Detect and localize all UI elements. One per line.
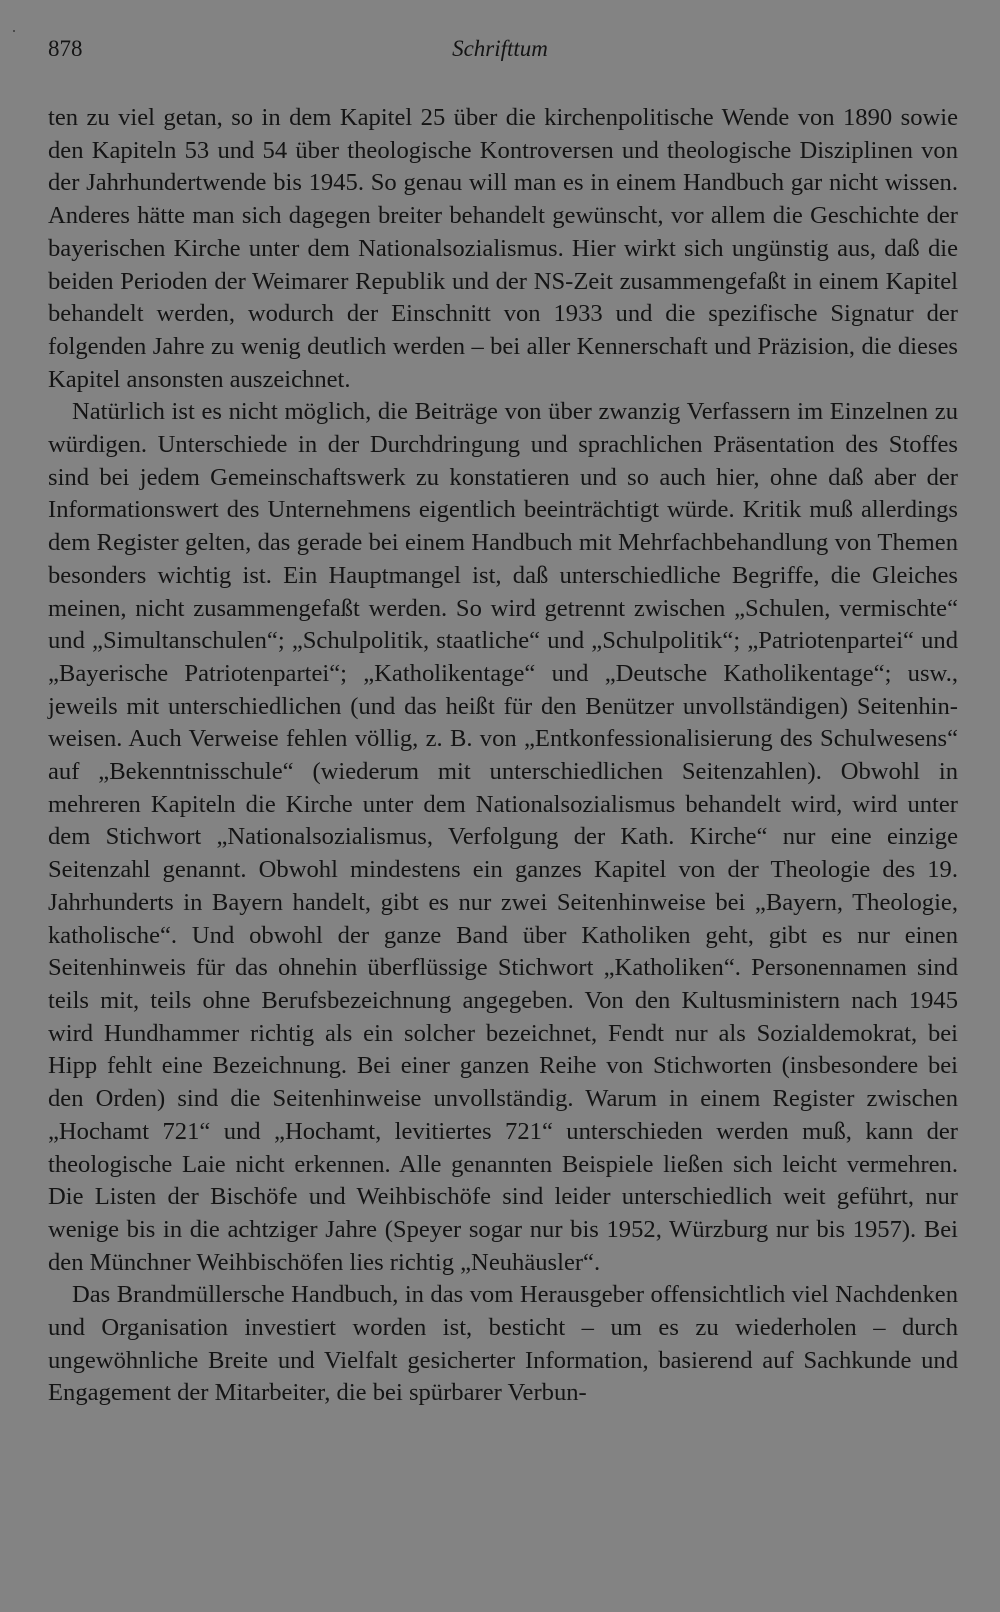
scan-speck xyxy=(13,30,15,32)
body-text xyxy=(48,102,958,1410)
running-head: Schrifttum xyxy=(452,36,548,61)
page-number: 878 xyxy=(48,36,83,61)
paragraph-conclusion: Das Brandmüllersche Handbuch, in das vom Herausgeber offensichtlich viel Nachdenken und Organisation investiert worden ist, besticht – um es zu wiederholen – durch ungewöhnliche Breite und Vielfalt gesicherter Information, basierend auf Sachkunde und Engagement der Mitarbeiter, die bei spürbarer Verbun- xyxy=(48,1281,958,1407)
paragraph-register-critique: Natürlich ist es nicht möglich, die Beiträge von über zwanzig Verfassern im Einzelnen zu würdigen. Unterschiede in der Durchdringung und sprachlichen Präsentation des Stoffes sind bei jedem Gemeinschaftswerk zu konstatieren und so auch hier, ohne daß aber der Informationswert des Unternehmens eigentlich beeinträchtigt würde. Kritik muß allerdings dem Register gelten, das gerade bei einem Handbuch mit Mehrfachbehandlung von Themen besonders wichtig ist. Ein Hauptmangel ist, daß unterschiedliche Begriffe, die Gleiches meinen, nicht zusammengefaßt werden. So wird getrennt zwischen „Schulen, vermischte“ und „Simultanschulen“; „Schulpolitik, staatliche“ und „Schulpolitik“; „Patriotenpartei“ und „Bayerische Patriotenpartei“; „Katholikentage“ und „Deutsche Katholikentage“; usw., jeweils mit unterschiedlichen (und das heißt für den Benützer unvollständigen) Seitenhinweisen. Auch Verweise fehlen völlig, z. B. von „Entkonfessionalisierung des Schulwesens“ auf „Bekenntnisschule“ (wiederum mit unterschiedlichen Seitenzahlen). Obwohl in mehreren Kapiteln die Kirche unter dem Nationalsozialismus behandelt wird, wird unter dem Stichwort „Nationalsozialismus, Verfolgung der Kath. Kirche“ nur eine einzige Seitenzahl genannt. Obwohl mindestens ein ganzes Kapitel von der Theologie des 19. Jahrhunderts in Bayern handelt, gibt es nur zwei Seitenhinweise bei „Bayern, Theologie, katholische“. Und obwohl der ganze Band über Katholiken geht, gibt es nur einen Seitenhinweis für das ohnehin überflüssige Stichwort „Katholiken“. Personennamen sind teils mit, teils ohne Berufsbezeichnung angegeben. Von den Kultusministern nach 1945 wird Hundhammer richtig als ein solcher bezeichnet, Fendt nur als Sozialdemokrat, bei Hipp fehlt eine Bezeichnung. Bei einer ganzen Reihe von Stichworten (insbesondere bei den Orden) sind die Seitenhinweise unvollständig. Warum in einem Register zwischen „Hochamt 721“ und „Hochamt, levitiertes 721“ unterschieden werden muß, kann der theologische Laie nicht erkennen. Alle genannten Beispiele ließen sich leicht vermehren. Die Listen der Bischöfe und Weihbischöfe sind leider unterschiedlich weit geführt, nur wenige bis in die achtziger Jahre (Speyer sogar nur bis 1952, Würzburg nur bis 1957). Bei den Münchner Weihbischöfen lies richtig „Neuhäusler“. xyxy=(48,398,958,1276)
page-header xyxy=(48,36,952,70)
paragraph-continued: ten zu viel getan, so in dem Kapitel 25 über die kirchenpolitische Wende von 1890 sowie den Kapiteln 53 und 54 über theologische Kontroversen und theologische Disziplinen von der Jahrhundertwende bis 1945. So genau will man es in einem Handbuch gar nicht wissen. Anderes hätte man sich dagegen breiter behandelt gewünscht, vor allem die Geschichte der bayerischen Kirche unter dem Nationalsozialismus. Hier wirkt sich ungünstig aus, daß die beiden Perioden der Weimarer Republik und der NS-Zeit zusammengefaßt in einem Kapitel behandelt werden, wodurch der Einschnitt von 1933 und die spezifische Signatur der folgenden Jahre zu wenig deutlich werden – bei aller Kennerschaft und Präzision, die dieses Kapitel ansonsten auszeichnet. xyxy=(48,104,958,393)
